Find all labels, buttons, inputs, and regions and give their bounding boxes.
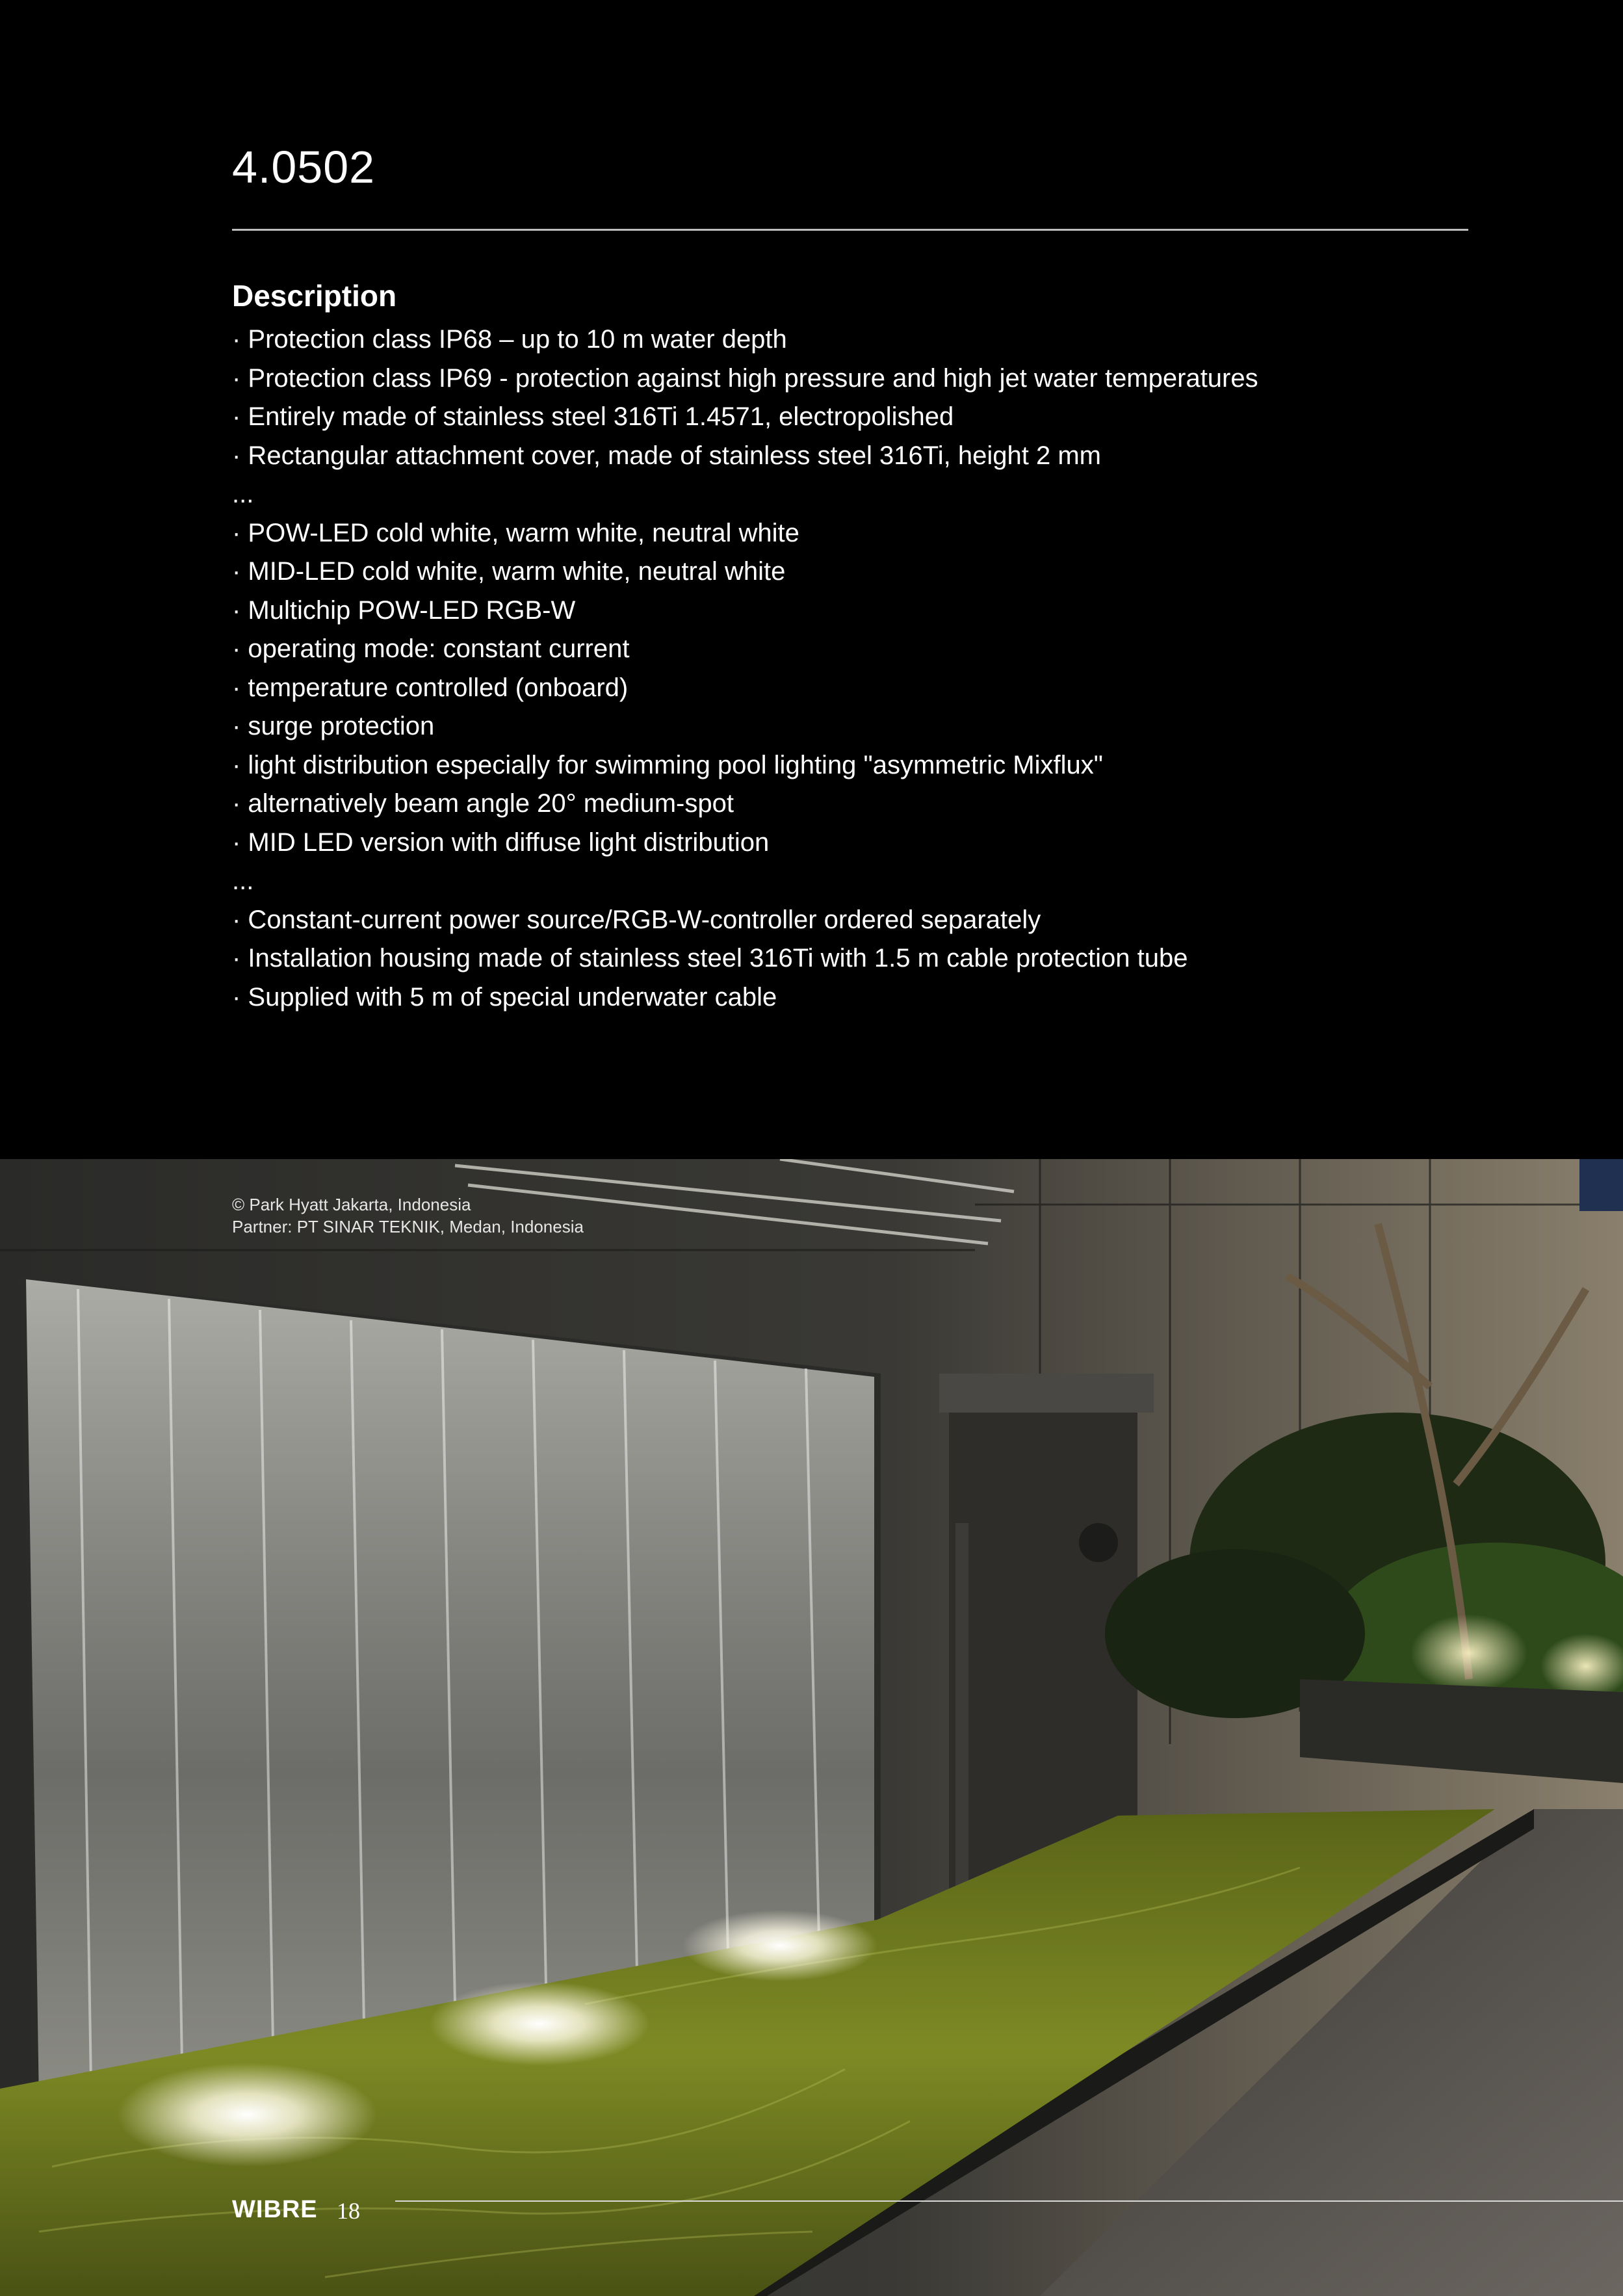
title-divider xyxy=(232,229,1468,231)
photo-credit xyxy=(232,1194,584,1238)
list-item: · Multichip POW-LED RGB-W xyxy=(232,595,576,625)
list-item: · Protection class IP69 - protection against high pressure and high jet water temperatures xyxy=(232,363,1258,393)
page-number: 18 xyxy=(337,2198,360,2224)
footer-divider xyxy=(395,2200,1623,2202)
list-item: · temperature controlled (onboard) xyxy=(232,673,629,702)
list-item: · MID-LED cold white, warm white, neutral white xyxy=(232,557,786,586)
description-heading: Description xyxy=(232,279,397,313)
list-item: · POW-LED cold white, warm white, neutral white xyxy=(232,518,799,547)
list-item: · Protection class IP68 – up to 10 m water depth xyxy=(232,325,787,354)
list-item: · Supplied with 5 m of special underwater cable xyxy=(232,982,777,1011)
list-item: · light distribution especially for swimming pool lighting "asymmetric Mixflux" xyxy=(232,750,1103,779)
list-item: · Constant-current power source/RGB-W-controller ordered separately xyxy=(232,905,1041,934)
waterfall-scene-illustration xyxy=(0,1159,1623,2296)
list-item: · MID LED version with diffuse light distribution xyxy=(232,828,770,857)
brand-logo: WIBRE xyxy=(232,2196,318,2223)
list-item: · Entirely made of stainless steel 316Ti 1.4571, electropolished xyxy=(232,402,954,431)
description-list xyxy=(232,320,1258,1017)
list-item: · surge protection xyxy=(232,712,435,740)
credit-line: © Park Hyatt Jakarta, Indonesia xyxy=(232,1195,471,1214)
credit-line: Partner: PT SINAR TEKNIK, Medan, Indonesia xyxy=(232,1217,584,1236)
list-item: ... xyxy=(232,480,254,508)
list-item: · Rectangular attachment cover, made of stainless steel 316Ti, height 2 mm xyxy=(232,441,1101,470)
list-item: · operating mode: constant current xyxy=(232,634,630,663)
list-item: · Installation housing made of stainless steel 316Ti with 1.5 m cable protection tube xyxy=(232,944,1188,972)
waterfall-photo xyxy=(0,1159,1623,2296)
list-item: ... xyxy=(232,867,254,895)
list-item: · alternatively beam angle 20° medium-spot xyxy=(232,789,734,818)
product-code-title: 4.0502 xyxy=(232,142,376,192)
